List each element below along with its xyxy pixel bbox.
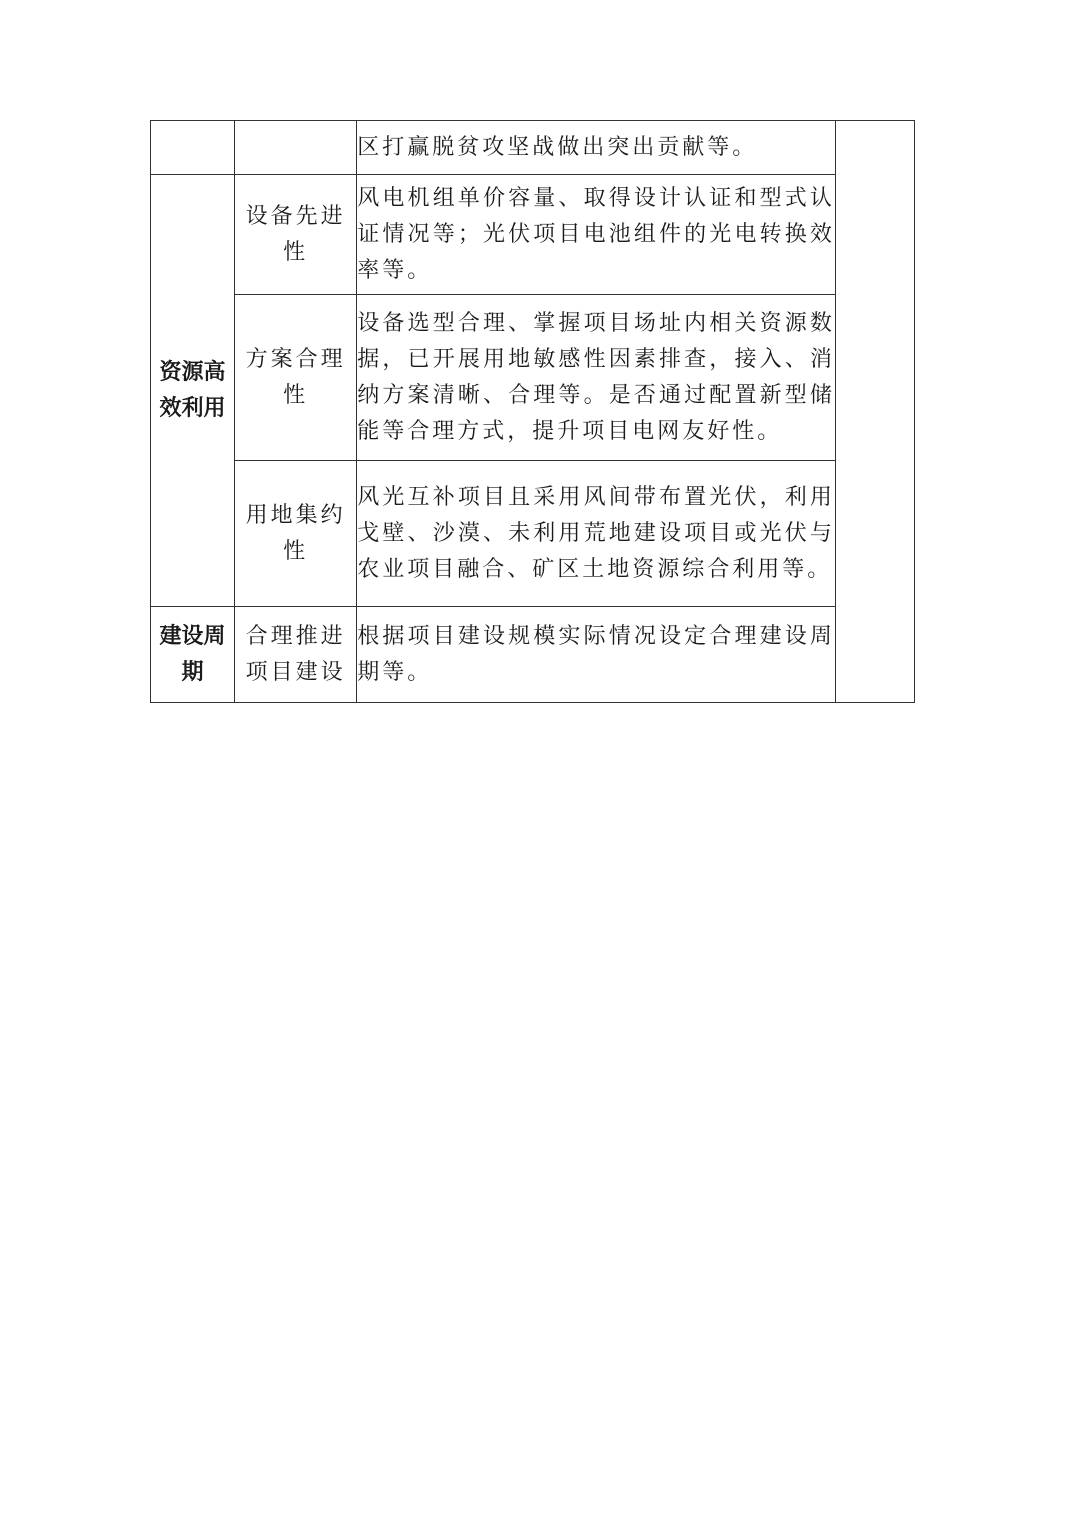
item-cell-equipment: 设备先进性 xyxy=(235,175,357,295)
description-cell: 区打赢脱贫攻坚战做出突出贡献等。 xyxy=(357,121,836,175)
table-row xyxy=(151,295,915,461)
score-column-blank xyxy=(835,121,914,703)
item-cell-land: 用地集约性 xyxy=(235,461,357,607)
item-cell-empty xyxy=(235,121,357,175)
item-cell-plan: 方案合理性 xyxy=(235,295,357,461)
description-cell: 风电机组单价容量、取得设计认证和型式认证情况等；光伏项目电池组件的光电转换效率等。 xyxy=(357,175,836,295)
category-cell-resource: 资源高效利用 xyxy=(151,175,235,607)
evaluation-table xyxy=(150,120,915,703)
description-cell: 根据项目建设规模实际情况设定合理建设周期等。 xyxy=(357,607,836,703)
description-cell: 设备选型合理、掌握项目场址内相关资源数据，已开展用地敏感性因素排查，接入、消纳方案清晰、合理等。是否通过配置新型储能等合理方式，提升项目电网友好性。 xyxy=(357,295,836,461)
item-cell-construction: 合理推进项目建设 xyxy=(235,607,357,703)
category-cell-period: 建设周期 xyxy=(151,607,235,703)
table-row xyxy=(151,607,915,703)
table-row xyxy=(151,121,915,175)
description-cell: 风光互补项目且采用风间带布置光伏，利用戈壁、沙漠、未利用荒地建设项目或光伏与农业项目融合、矿区土地资源综合利用等。 xyxy=(357,461,836,607)
category-cell-empty xyxy=(151,121,235,175)
table-row xyxy=(151,461,915,607)
table-row xyxy=(151,175,915,295)
